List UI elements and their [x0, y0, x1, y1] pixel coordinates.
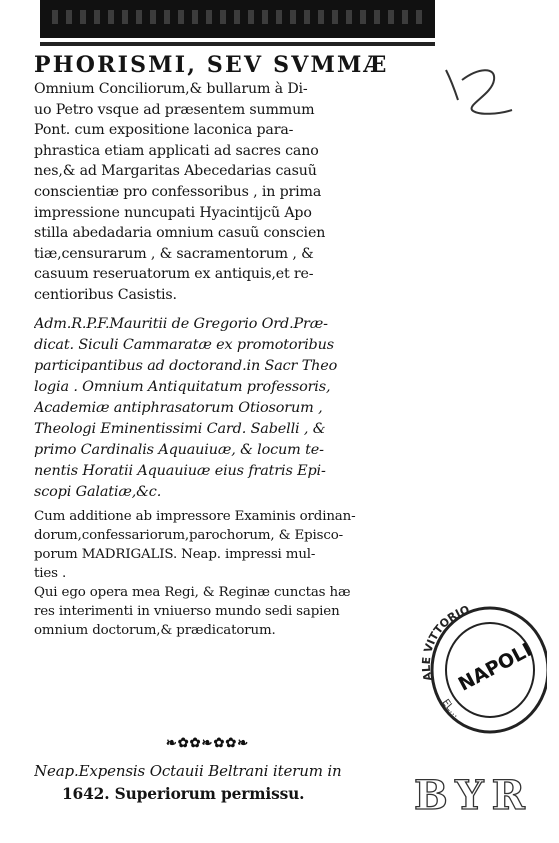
description-block: [34, 79, 426, 306]
stamp-top-text: ALE VITTORIO: [419, 603, 472, 683]
description-line: nes,& ad Margaritas Abecedarias casuũ: [34, 163, 317, 180]
description-line: Pont. cum expositione laconica para-: [34, 122, 294, 139]
printer-ornament: ❧✿✿❧✿✿❧: [165, 736, 250, 751]
description-line: Omnium Conciliorum,& bullarum à Di-: [34, 81, 308, 97]
description-line: conscientiæ pro confessoribus , in prima: [34, 183, 322, 200]
description-line: stilla abedadaria omnium casuũ conscien: [34, 225, 326, 242]
title-page-text: [34, 52, 426, 640]
dedication-line: omnium doctorum,& prædicatorum.: [34, 622, 276, 638]
author-line: nentis Horatii Aquauiuæ eius fratris Epi-: [34, 462, 326, 479]
author-line: Theologi Eminentissimi Card. Sabelli , &: [34, 420, 326, 437]
description-line: centioribus Casistis.: [34, 286, 177, 303]
dark-binding-edge: [40, 0, 435, 42]
imprint-line: Neap.Expensis Octauii Beltrani iterum in: [34, 762, 342, 780]
description-line: tiæ,censurarum , & sacramentorum , &: [34, 245, 314, 262]
author-line: Adm.R.P.F.Mauritii de Gregorio Ord.Præ-: [34, 315, 328, 332]
addition-line: Cum additione ab impressore Examinis ordinan-: [34, 508, 356, 524]
page-title: PHORISMI, SEV SVMMÆ: [34, 52, 389, 78]
author-line: participantibus ad doctorand.in Sacr Theo: [34, 357, 338, 374]
imprint-block: [34, 760, 414, 806]
author-line: primo Cardinalis Aquauiuæ, & locum te-: [34, 441, 324, 458]
description-line: uo Petro vsque ad præsentem summum: [34, 101, 315, 118]
stamp-middle-text: NAPOLI: [454, 638, 536, 696]
bottom-stamp-letters: BYR: [414, 772, 533, 819]
author-line: scopi Galatiæ,&c.: [34, 483, 162, 500]
author-line: Academiæ antiphrasatorum Otiosorum ,: [34, 399, 323, 416]
dedication-line: res interimenti in vniuerso mundo sedi sapien: [34, 603, 340, 619]
description-line: impressione nuncupati Hyacintijcũ Apo: [34, 204, 312, 221]
dedication-line: Qui ego opera mea Regi, & Reginæ cunctas hæ: [34, 584, 351, 600]
author-block: [34, 314, 426, 503]
description-line: casuum reseruatorum ex antiquis,et re-: [34, 266, 314, 283]
stamp-bottom-text: EL...: [439, 697, 462, 720]
author-line: logia . Omnium Antiquitatum professoris,: [34, 378, 331, 395]
addition-block: [34, 507, 426, 583]
addition-line: porum MADRIGALIS. Neap. impressi mul-: [34, 546, 316, 562]
addition-line: dorum,confessariorum,parochorum, & Episco-: [34, 527, 344, 543]
description-line: phrastica etiam applicati ad sacres cano: [34, 142, 319, 159]
dedication-block: [34, 583, 426, 640]
library-stamp-icon: [412, 590, 547, 742]
imprint-date-line: 1642. Superiorum permissu.: [62, 785, 305, 803]
author-line: dicat. Siculi Cammaratæ ex promotoribus: [34, 336, 334, 353]
handwritten-annotation: [438, 60, 518, 120]
addition-line: ties .: [34, 565, 67, 581]
